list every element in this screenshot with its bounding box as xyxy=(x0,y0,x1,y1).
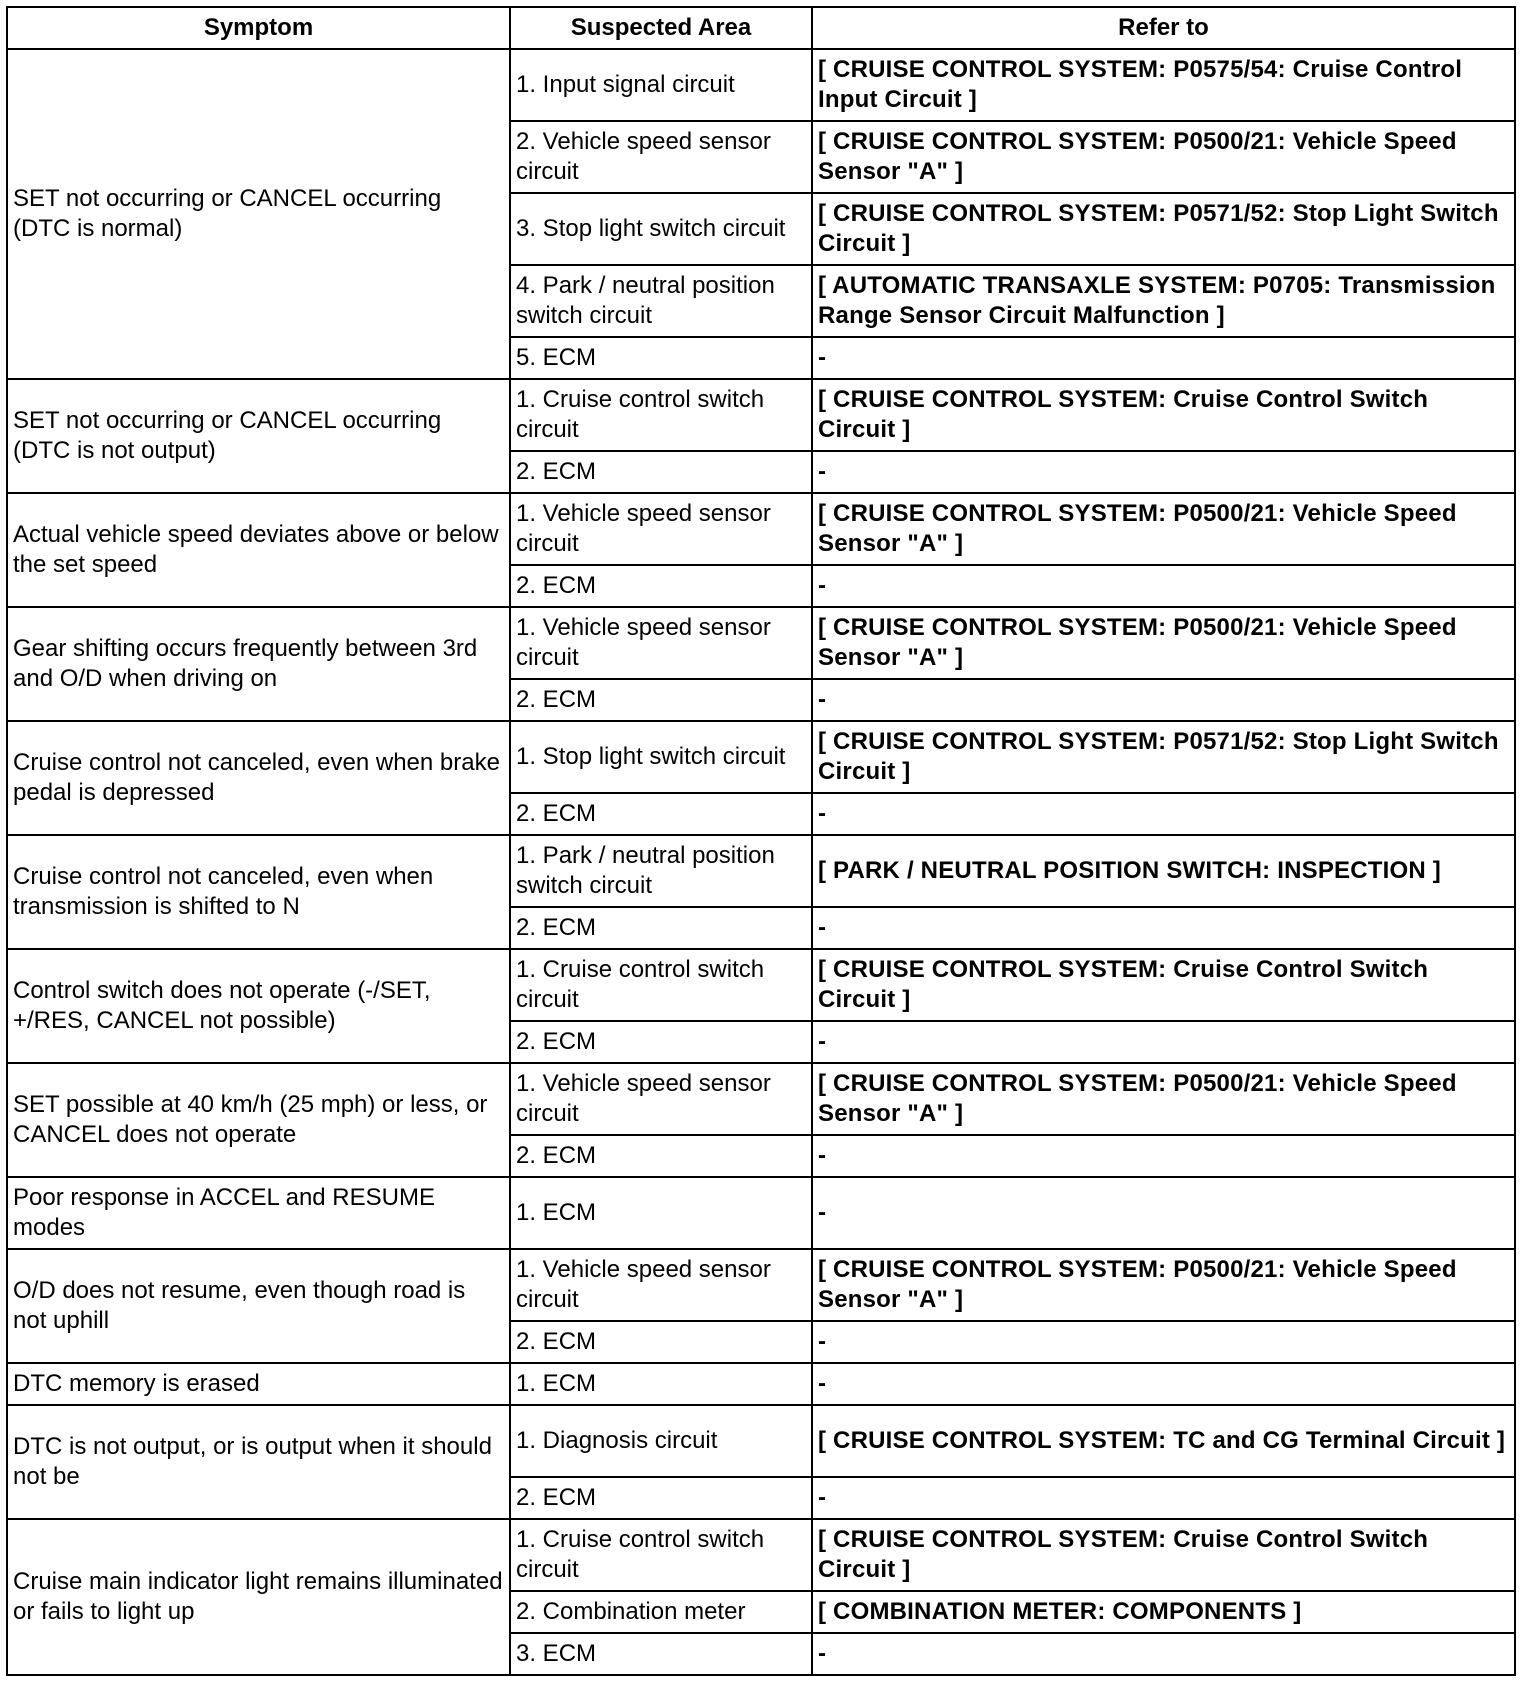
refer-to-cell: - xyxy=(812,907,1515,949)
refer-to-cell: - xyxy=(812,793,1515,835)
table-row xyxy=(7,949,1515,1021)
refer-to-cell: - xyxy=(812,1321,1515,1363)
suspected-area-cell: 1. ECM xyxy=(510,1177,812,1249)
table-row xyxy=(7,493,1515,565)
symptom-cell: SET not occurring or CANCEL occurring (DTC is not output) xyxy=(7,379,510,493)
suspected-area-cell: 2. ECM xyxy=(510,1135,812,1177)
suspected-area-cell: 2. ECM xyxy=(510,793,812,835)
problem-symptoms-table xyxy=(6,6,1516,1676)
refer-to-cell: [ CRUISE CONTROL SYSTEM: P0500/21: Vehicle Speed Sensor "A" ] xyxy=(812,493,1515,565)
symptom-cell: Poor response in ACCEL and RESUME modes xyxy=(7,1177,510,1249)
problem-symptoms-sheet xyxy=(6,6,1514,1676)
suspected-area-cell: 2. ECM xyxy=(510,679,812,721)
symptom-cell: DTC memory is erased xyxy=(7,1363,510,1405)
suspected-area-cell: 2. ECM xyxy=(510,565,812,607)
refer-to-cell: [ CRUISE CONTROL SYSTEM: P0571/52: Stop Light Switch Circuit ] xyxy=(812,721,1515,793)
refer-to-cell: - xyxy=(812,1477,1515,1519)
table-row xyxy=(7,721,1515,793)
refer-to-cell: - xyxy=(812,565,1515,607)
refer-to-cell: [ CRUISE CONTROL SYSTEM: Cruise Control Switch Circuit ] xyxy=(812,379,1515,451)
refer-to-cell: - xyxy=(812,1633,1515,1675)
refer-to-cell: - xyxy=(812,679,1515,721)
table-row xyxy=(7,1063,1515,1135)
refer-to-cell: - xyxy=(812,451,1515,493)
symptom-cell: Gear shifting occurs frequently between 3rd and O/D when driving on xyxy=(7,607,510,721)
refer-to-cell: [ CRUISE CONTROL SYSTEM: P0500/21: Vehicle Speed Sensor "A" ] xyxy=(812,121,1515,193)
suspected-area-cell: 2. ECM xyxy=(510,451,812,493)
suspected-area-cell: 2. ECM xyxy=(510,907,812,949)
suspected-area-cell: 2. ECM xyxy=(510,1021,812,1063)
suspected-area-cell: 1. Vehicle speed sensor circuit xyxy=(510,607,812,679)
refer-to-cell: [ AUTOMATIC TRANSAXLE SYSTEM: P0705: Transmission Range Sensor Circuit Malfunction ] xyxy=(812,265,1515,337)
header-refer-to: Refer to xyxy=(812,7,1515,49)
suspected-area-cell: 1. Stop light switch circuit xyxy=(510,721,812,793)
refer-to-cell: [ CRUISE CONTROL SYSTEM: P0500/21: Vehicle Speed Sensor "A" ] xyxy=(812,607,1515,679)
symptom-cell: Cruise control not canceled, even when brake pedal is depressed xyxy=(7,721,510,835)
suspected-area-cell: 3. Stop light switch circuit xyxy=(510,193,812,265)
refer-to-cell: [ CRUISE CONTROL SYSTEM: TC and CG Terminal Circuit ] xyxy=(812,1405,1515,1477)
header-suspected-area: Suspected Area xyxy=(510,7,812,49)
suspected-area-cell: 1. Vehicle speed sensor circuit xyxy=(510,1063,812,1135)
table-row xyxy=(7,1249,1515,1321)
refer-to-cell: [ CRUISE CONTROL SYSTEM: P0575/54: Cruise Control Input Circuit ] xyxy=(812,49,1515,121)
suspected-area-cell: 2. Combination meter xyxy=(510,1591,812,1633)
refer-to-cell: [ CRUISE CONTROL SYSTEM: P0500/21: Vehicle Speed Sensor "A" ] xyxy=(812,1063,1515,1135)
suspected-area-cell: 1. Vehicle speed sensor circuit xyxy=(510,493,812,565)
symptom-cell: O/D does not resume, even though road is not uphill xyxy=(7,1249,510,1363)
symptom-cell: SET not occurring or CANCEL occurring (DTC is normal) xyxy=(7,49,510,379)
suspected-area-cell: 1. ECM xyxy=(510,1363,812,1405)
table-row xyxy=(7,835,1515,907)
suspected-area-cell: 2. Vehicle speed sensor circuit xyxy=(510,121,812,193)
table-row xyxy=(7,49,1515,121)
table-row xyxy=(7,1177,1515,1249)
table-row xyxy=(7,1363,1515,1405)
suspected-area-cell: 5. ECM xyxy=(510,337,812,379)
symptom-cell: Cruise control not canceled, even when transmission is shifted to N xyxy=(7,835,510,949)
refer-to-cell: - xyxy=(812,337,1515,379)
suspected-area-cell: 4. Park / neutral position switch circuit xyxy=(510,265,812,337)
refer-to-cell: - xyxy=(812,1363,1515,1405)
suspected-area-cell: 2. ECM xyxy=(510,1321,812,1363)
refer-to-cell: [ COMBINATION METER: COMPONENTS ] xyxy=(812,1591,1515,1633)
table-row xyxy=(7,1519,1515,1591)
symptom-cell: Actual vehicle speed deviates above or below the set speed xyxy=(7,493,510,607)
suspected-area-cell: 1. Cruise control switch circuit xyxy=(510,379,812,451)
refer-to-cell: [ CRUISE CONTROL SYSTEM: Cruise Control Switch Circuit ] xyxy=(812,949,1515,1021)
symptom-cell: DTC is not output, or is output when it should not be xyxy=(7,1405,510,1519)
header-row xyxy=(7,7,1515,49)
refer-to-cell: [ CRUISE CONTROL SYSTEM: P0571/52: Stop Light Switch Circuit ] xyxy=(812,193,1515,265)
suspected-area-cell: 1. Vehicle speed sensor circuit xyxy=(510,1249,812,1321)
table-header xyxy=(7,7,1515,49)
suspected-area-cell: 1. Park / neutral position switch circuit xyxy=(510,835,812,907)
header-symptom: Symptom xyxy=(7,7,510,49)
suspected-area-cell: 1. Input signal circuit xyxy=(510,49,812,121)
symptom-cell: Cruise main indicator light remains illuminated or fails to light up xyxy=(7,1519,510,1675)
table-row xyxy=(7,1405,1515,1477)
table-row xyxy=(7,607,1515,679)
refer-to-cell: [ CRUISE CONTROL SYSTEM: P0500/21: Vehicle Speed Sensor "A" ] xyxy=(812,1249,1515,1321)
suspected-area-cell: 3. ECM xyxy=(510,1633,812,1675)
suspected-area-cell: 2. ECM xyxy=(510,1477,812,1519)
refer-to-cell: - xyxy=(812,1177,1515,1249)
suspected-area-cell: 1. Diagnosis circuit xyxy=(510,1405,812,1477)
symptom-cell: SET possible at 40 km/h (25 mph) or less, or CANCEL does not operate xyxy=(7,1063,510,1177)
refer-to-cell: [ PARK / NEUTRAL POSITION SWITCH: INSPECTION ] xyxy=(812,835,1515,907)
table-row xyxy=(7,379,1515,451)
refer-to-cell: [ CRUISE CONTROL SYSTEM: Cruise Control Switch Circuit ] xyxy=(812,1519,1515,1591)
suspected-area-cell: 1. Cruise control switch circuit xyxy=(510,949,812,1021)
refer-to-cell: - xyxy=(812,1021,1515,1063)
refer-to-cell: - xyxy=(812,1135,1515,1177)
suspected-area-cell: 1. Cruise control switch circuit xyxy=(510,1519,812,1591)
symptom-cell: Control switch does not operate (-/SET, +/RES, CANCEL not possible) xyxy=(7,949,510,1063)
table-body xyxy=(7,49,1515,1675)
